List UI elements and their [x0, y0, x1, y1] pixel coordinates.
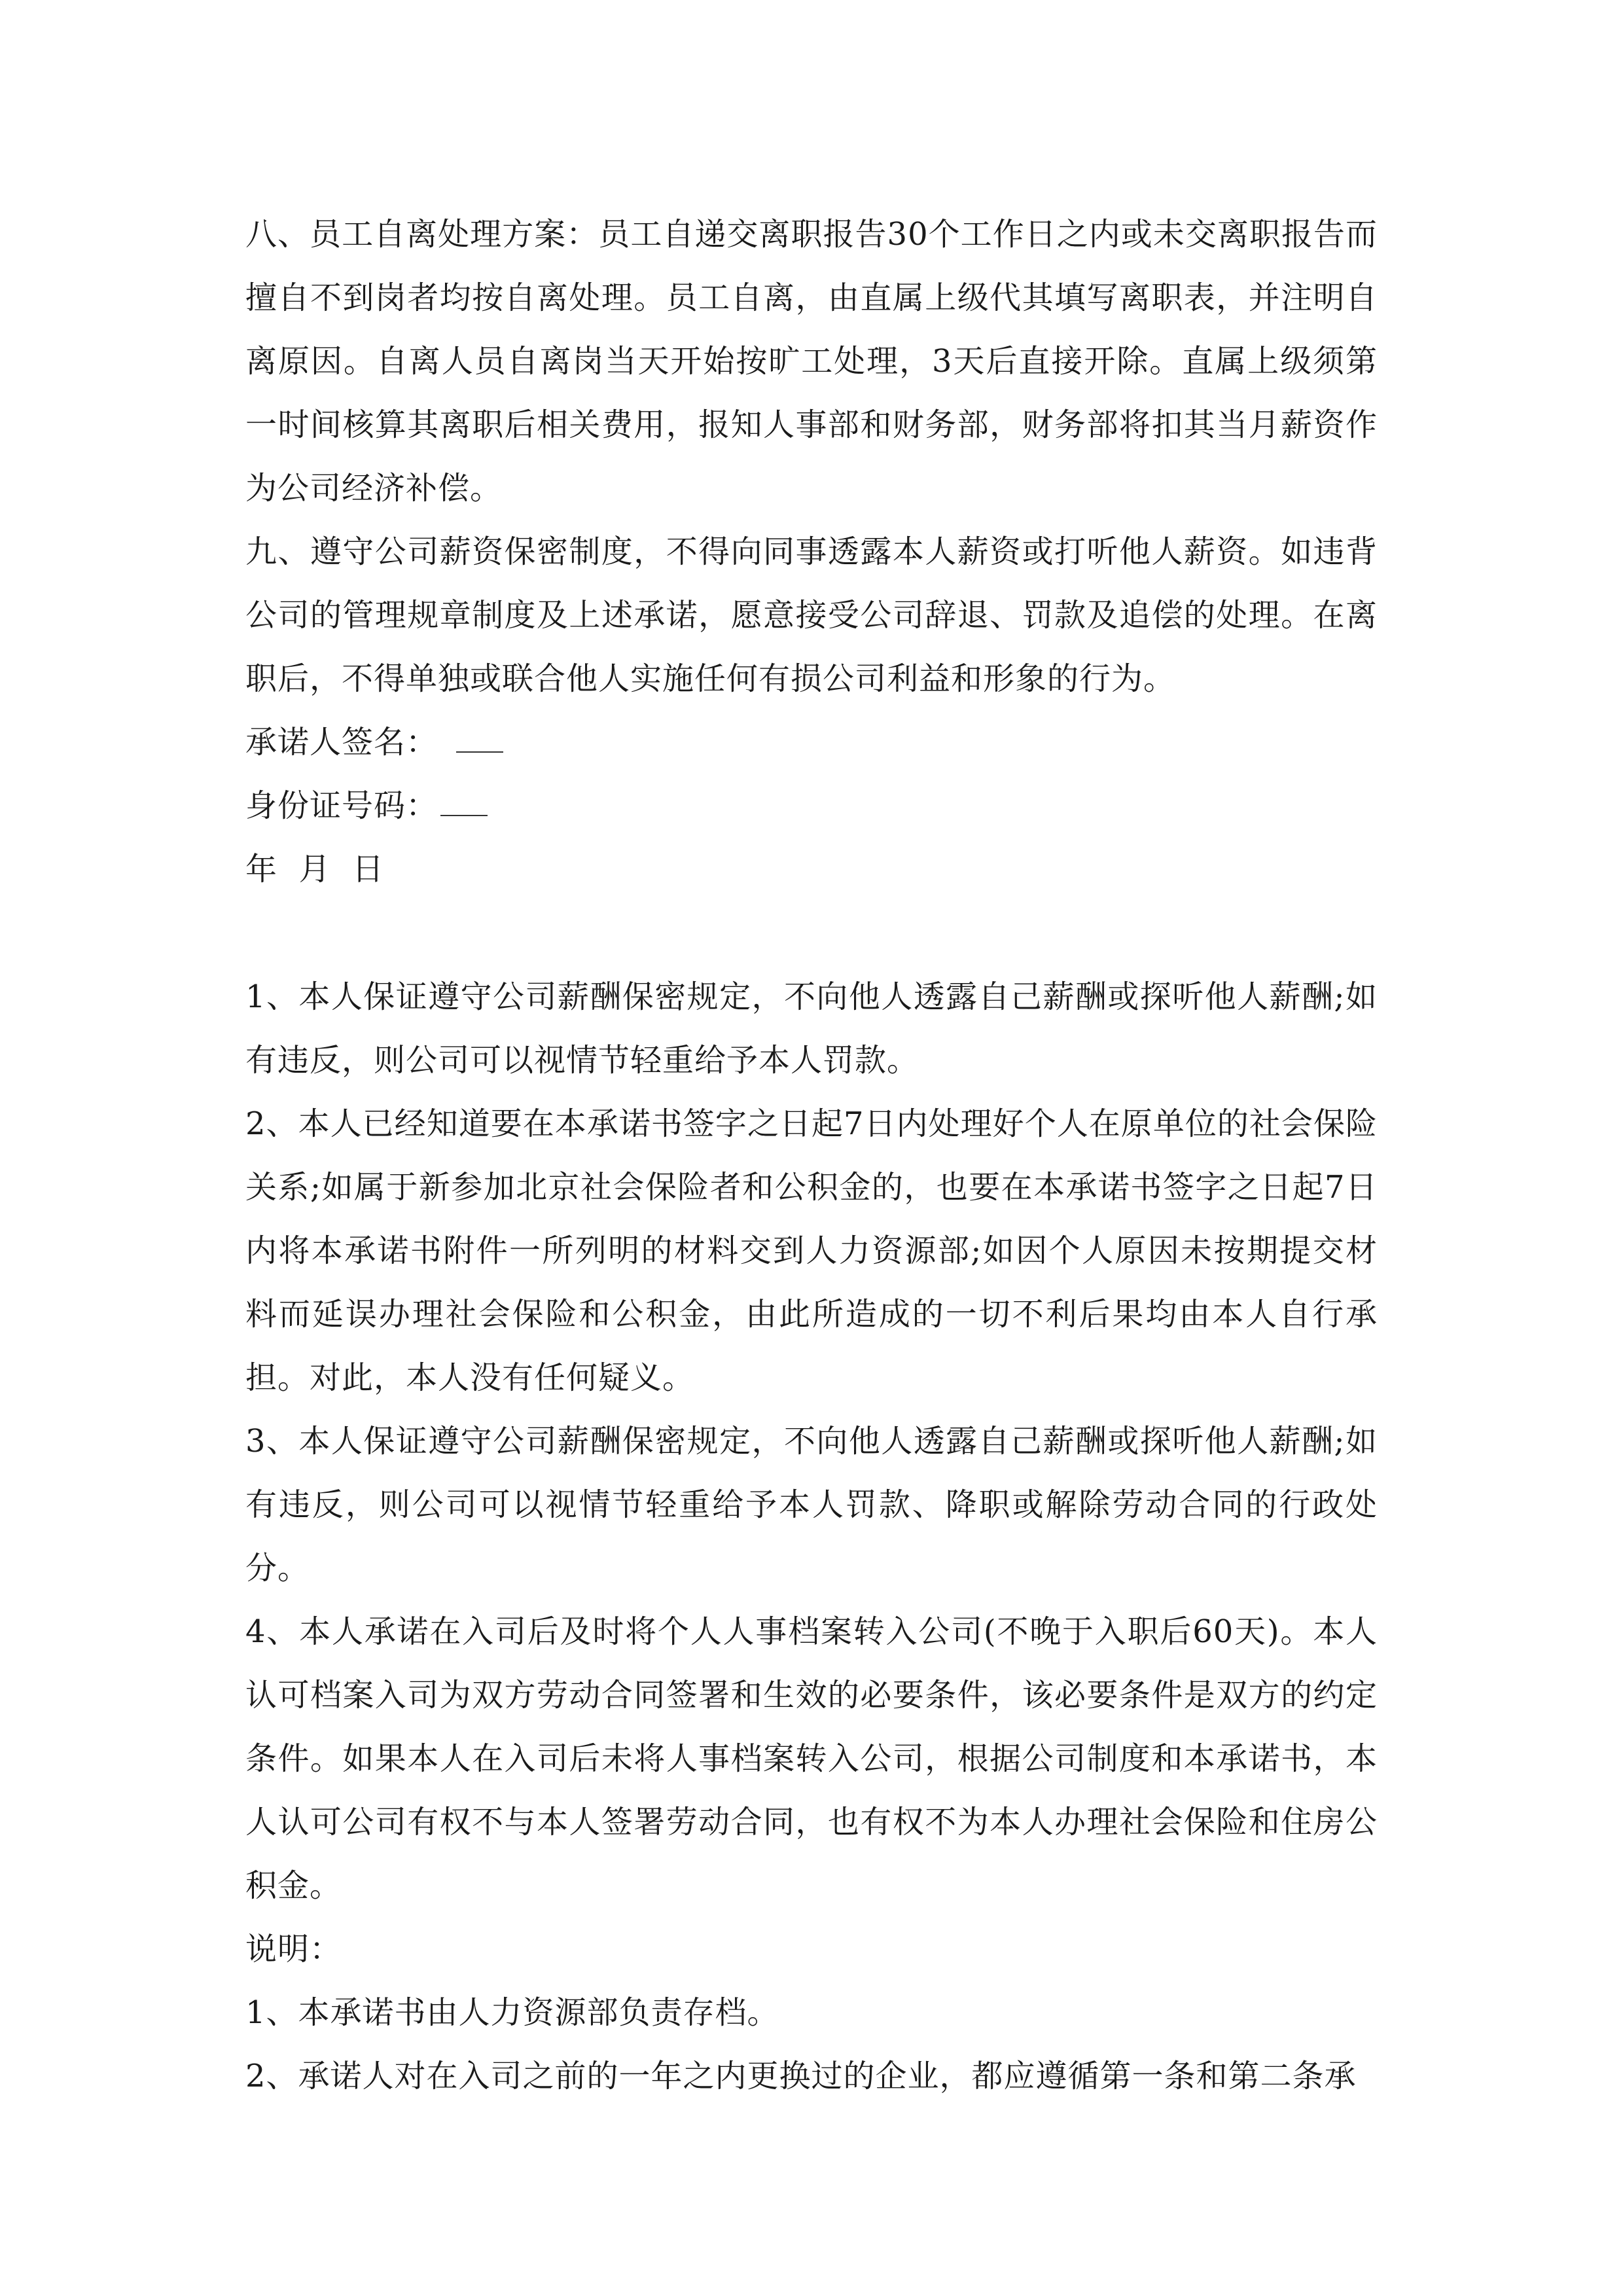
note-item-2: 2、承诺人对在入司之前的一年之内更换过的企业，都应遵循第一条和第二条承: [245, 2058, 1357, 2094]
note-item-1: 1、本承诺书由人力资源部负责存档。: [245, 1994, 779, 2031]
paragraph-nine: 九、遵守公司薪资保密制度，不得向同事透露本人薪资或打听他人薪资。如违背公司的管理规章制度及上述承诺，愿意接受公司辞退、罚款及追偿的处理。在离职后，不得单独或联合他人实施任何有损公司利益和形象的行为。: [245, 533, 1378, 697]
commitment-item-3: 3、本人保证遵守公司薪酬保密规定，不向他人透露自己薪酬或探听他人薪酬;如有违反，则公司可以视情节轻重给予本人罚款、降职或解除劳动合同的行政处分。: [245, 1423, 1378, 1587]
id-number-label: 身份证号码：: [245, 787, 438, 824]
id-number-line: [245, 774, 1378, 838]
commitment-item-4: 4、本人承诺在入司后及时将个人人事档案转入公司(不晚于入职后60天)。本人认可档案入司为双方劳动合同签署和生效的必要条件，该必要条件是双方的约定条件。如果本人在入司后未将人事档案转入公司，根据公司制度和本承诺书，本人认可公司有权不与本人签署劳动合同，也有权不为本人办理社会保险和住房公积金。: [245, 1613, 1378, 1904]
paragraph-eight: 八、员工自离处理方案：员工自递交离职报告30个工作日之内或未交离职报告而擅自不到岗者均按自离处理。员工自离，由直属上级代其填写离职表，并注明自离原因。自离人员自离岗当天开始按旷工处理，3天后直接开除。直属上级须第一时间核算其离职后相关费用，报知人事部和财务部，财务部将扣其当月薪资作为公司经济补偿。: [245, 216, 1378, 507]
signature-line: [245, 711, 1378, 774]
signature-blank[interactable]: [456, 725, 503, 753]
section-b: [245, 965, 1378, 2108]
commitment-item-2: 2、本人已经知道要在本承诺书签字之日起7日内处理好个人在原单位的社会保险关系;如属于新参加北京社会保险者和公积金的，也要在本承诺书签字之日起7日内将本承诺书附件一所列明的材料交到人力资源部;如因个人原因未按期提交材料而延误办理社会保险和公积金，由此所造成的一切不利后果均由本人自行承担。对此，本人没有任何疑义。: [245, 1105, 1378, 1396]
id-number-blank[interactable]: [440, 789, 488, 816]
signature-label: 承诺人签名：: [245, 724, 438, 761]
commitment-item-1: 1、本人保证遵守公司薪酬保密规定，不向他人透露自己薪酬或探听他人薪酬;如有违反，则公司可以视情节轻重给予本人罚款。: [245, 978, 1378, 1079]
section-a: [245, 203, 1378, 901]
note-title: 说明：: [245, 1931, 342, 1967]
date-line: 年 月 日: [245, 851, 385, 888]
